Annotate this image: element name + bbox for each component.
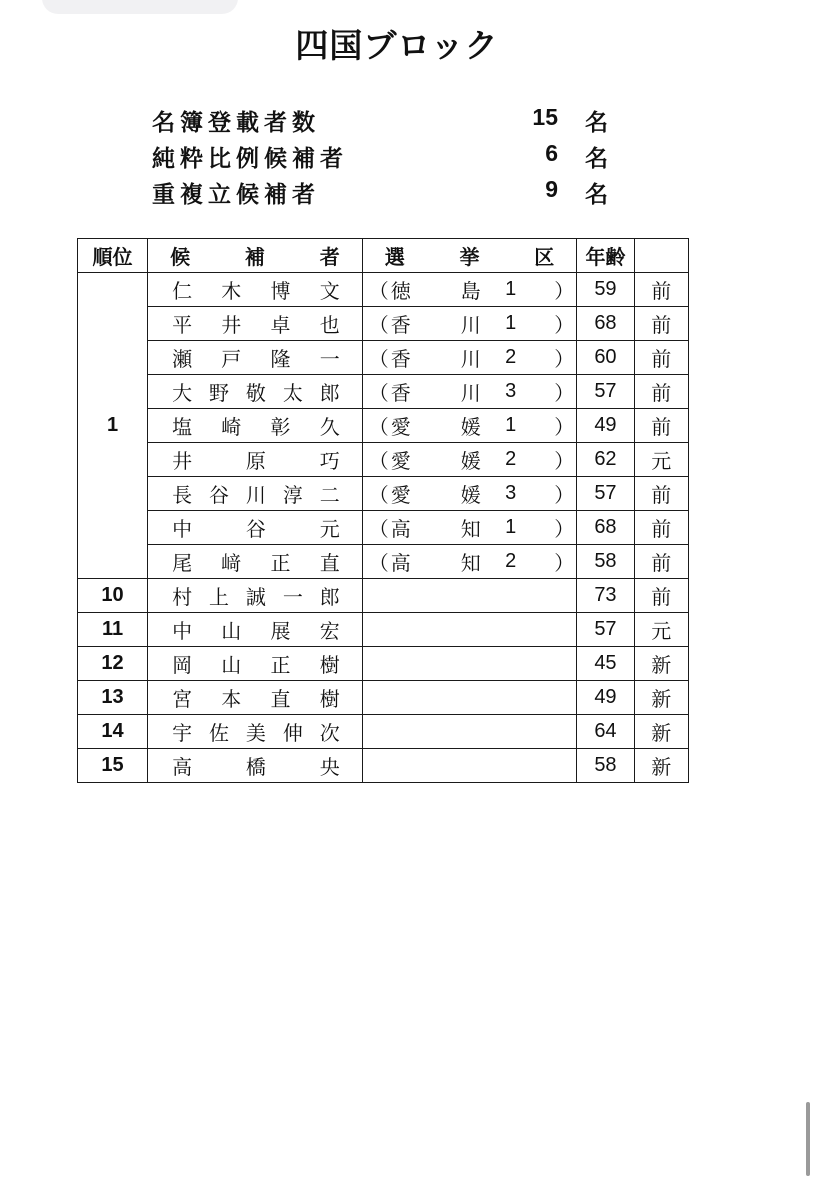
candidate-name-char: 也 xyxy=(319,313,340,337)
district xyxy=(363,445,577,474)
summary-unit: 名 xyxy=(585,146,608,172)
candidate-name-char: 井 xyxy=(221,313,242,337)
district-prefecture-char: 香 xyxy=(390,347,411,371)
status-cell: 元 xyxy=(634,613,688,647)
district-number: 2 xyxy=(505,346,517,368)
candidate-name-char: 正 xyxy=(270,653,291,677)
candidate-name-char: 井 xyxy=(172,449,193,473)
district-prefecture xyxy=(385,513,481,542)
status-cell: 新 xyxy=(634,749,688,783)
candidate-name-char: 淳 xyxy=(282,483,303,507)
candidate-name-char: 直 xyxy=(270,687,291,711)
district-open-paren: （ xyxy=(368,279,389,303)
district-prefecture-char: 香 xyxy=(390,381,411,405)
district-close-paren: ） xyxy=(554,483,575,507)
summary-count: 6 xyxy=(545,140,558,166)
candidate-name xyxy=(148,309,362,338)
candidate-name-char: 彰 xyxy=(270,415,291,439)
district-cell xyxy=(362,545,577,579)
table-row xyxy=(78,749,689,783)
table-row xyxy=(78,545,689,579)
status-cell: 前 xyxy=(634,545,688,579)
candidate-name-char: 卓 xyxy=(270,313,291,337)
candidate-name-cell xyxy=(148,307,363,341)
candidate-name-char: 﨑 xyxy=(221,551,242,575)
header-age: 年齢 xyxy=(577,239,634,273)
district-cell xyxy=(362,647,577,681)
district-open-paren: （ xyxy=(368,449,389,473)
district-close-paren: ） xyxy=(554,415,575,439)
candidate-name-cell xyxy=(148,443,363,477)
district-cell xyxy=(362,715,577,749)
candidate-name-char: 村 xyxy=(172,585,193,609)
candidate-name xyxy=(148,581,362,610)
summary-block xyxy=(152,104,622,212)
candidate-name-char: 誠 xyxy=(245,585,266,609)
candidate-name-char: 崎 xyxy=(221,415,242,439)
age-cell: 57 xyxy=(577,375,634,409)
district-cell xyxy=(362,375,577,409)
age-cell: 62 xyxy=(577,443,634,477)
age-cell: 49 xyxy=(577,409,634,443)
table-row xyxy=(78,307,689,341)
district-prefecture xyxy=(385,547,481,576)
district-prefecture xyxy=(385,479,481,508)
rank-cell: 14 xyxy=(78,715,148,749)
district-prefecture xyxy=(385,377,481,406)
district-open-paren: （ xyxy=(368,483,389,507)
header-candidate xyxy=(148,239,363,273)
district xyxy=(363,309,577,338)
candidate-name-char: 本 xyxy=(221,687,242,711)
table-row xyxy=(78,409,689,443)
candidate-name-char: 次 xyxy=(319,721,340,745)
district-prefecture-char: 高 xyxy=(390,551,411,575)
district-close-paren: ） xyxy=(554,381,575,405)
district-cell xyxy=(362,307,577,341)
candidate-name-char: 敬 xyxy=(245,381,266,405)
candidate-name xyxy=(148,343,362,372)
district-number: 3 xyxy=(505,482,517,504)
scrollbar-thumb[interactable] xyxy=(806,1102,810,1176)
candidate-name xyxy=(148,479,362,508)
district-open-paren: （ xyxy=(368,347,389,371)
table-row xyxy=(78,273,689,307)
candidate-name-char: 橋 xyxy=(245,755,266,779)
district-number: 2 xyxy=(505,448,517,470)
candidate-name-cell xyxy=(148,511,363,545)
table-row xyxy=(78,375,689,409)
table-row xyxy=(78,681,689,715)
rank-cell: 13 xyxy=(78,681,148,715)
district-prefecture-char: 媛 xyxy=(460,415,481,439)
district-close-paren: ） xyxy=(554,347,575,371)
district-open-paren: （ xyxy=(368,415,389,439)
candidate-table xyxy=(77,238,689,783)
candidate-name-cell xyxy=(148,545,363,579)
summary-label: 名簿登載者数 xyxy=(152,110,320,136)
table-row xyxy=(78,443,689,477)
candidate-name-char: 巧 xyxy=(319,449,340,473)
candidate-name xyxy=(148,445,362,474)
district xyxy=(363,377,577,406)
candidate-name-char: 岡 xyxy=(172,653,193,677)
status-cell: 前 xyxy=(634,273,688,307)
district-cell xyxy=(362,273,577,307)
candidate-name-cell xyxy=(148,409,363,443)
candidate-name-char: 央 xyxy=(319,755,340,779)
candidate-name-cell xyxy=(148,681,363,715)
candidate-name-char: 樹 xyxy=(319,653,340,677)
district-number: 1 xyxy=(505,312,517,334)
candidate-name-char: 高 xyxy=(172,755,193,779)
table-row xyxy=(78,647,689,681)
district-open-paren: （ xyxy=(368,313,389,337)
header-candidate-char: 候 xyxy=(170,245,191,269)
age-cell: 60 xyxy=(577,341,634,375)
candidate-name-cell xyxy=(148,273,363,307)
district-prefecture-char: 知 xyxy=(460,517,481,541)
district-open-paren: （ xyxy=(368,551,389,575)
district xyxy=(363,411,577,440)
candidate-name xyxy=(148,411,362,440)
candidate-name-char: 隆 xyxy=(270,347,291,371)
district-prefecture xyxy=(385,411,481,440)
candidate-name-char: 久 xyxy=(319,415,340,439)
candidate-name-cell xyxy=(148,477,363,511)
age-cell: 57 xyxy=(577,613,634,647)
table-row xyxy=(78,511,689,545)
candidate-name-char: 長 xyxy=(172,483,193,507)
district xyxy=(363,547,577,576)
age-cell: 49 xyxy=(577,681,634,715)
header-district xyxy=(362,239,577,273)
candidate-name-char: 直 xyxy=(319,551,340,575)
district-close-paren: ） xyxy=(554,551,575,575)
age-cell: 68 xyxy=(577,511,634,545)
candidate-name-char: 宏 xyxy=(319,619,340,643)
district-prefecture xyxy=(385,275,481,304)
candidate-name-cell xyxy=(148,375,363,409)
status-cell: 前 xyxy=(634,409,688,443)
candidate-name-cell xyxy=(148,613,363,647)
header-district-char: 選 xyxy=(384,245,405,269)
table-row xyxy=(78,341,689,375)
candidate-name-char: 郎 xyxy=(319,381,340,405)
candidate-name xyxy=(148,547,362,576)
summary-row-listed xyxy=(152,104,622,140)
district xyxy=(363,513,577,542)
candidate-name-char: 正 xyxy=(270,551,291,575)
table-row xyxy=(78,477,689,511)
candidate-name-char: 元 xyxy=(319,517,340,541)
district-cell xyxy=(362,477,577,511)
district-prefecture-char: 川 xyxy=(460,313,481,337)
page-title: 四国ブロック xyxy=(295,26,499,65)
district-prefecture-char: 川 xyxy=(460,381,481,405)
header-district-char: 区 xyxy=(534,245,555,269)
table-header-row xyxy=(78,239,689,273)
candidate-name-cell xyxy=(148,579,363,613)
candidate-name-char: 郎 xyxy=(319,585,340,609)
rank-cell: 12 xyxy=(78,647,148,681)
district-prefecture xyxy=(385,309,481,338)
candidate-name-char: 原 xyxy=(245,449,266,473)
header-candidate-char: 補 xyxy=(244,245,265,269)
district-prefecture-char: 高 xyxy=(390,517,411,541)
candidate-name xyxy=(148,275,362,304)
district-prefecture-char: 知 xyxy=(460,551,481,575)
district-prefecture xyxy=(385,343,481,372)
age-cell: 57 xyxy=(577,477,634,511)
district-cell xyxy=(362,579,577,613)
table-row xyxy=(78,715,689,749)
candidate-name-char: 美 xyxy=(245,721,266,745)
status-cell: 前 xyxy=(634,307,688,341)
district-close-paren: ） xyxy=(554,449,575,473)
candidate-name-char: 展 xyxy=(270,619,291,643)
candidate-name-char: 佐 xyxy=(209,721,229,745)
district xyxy=(363,479,577,508)
age-cell: 45 xyxy=(577,647,634,681)
candidate-name-char: 一 xyxy=(282,585,303,609)
candidate-name-char: 川 xyxy=(245,483,266,507)
candidate-name-char: 平 xyxy=(172,313,193,337)
candidate-name-char: 太 xyxy=(282,381,303,405)
age-cell: 58 xyxy=(577,749,634,783)
candidate-name-char: 中 xyxy=(172,517,193,541)
table-body xyxy=(78,273,689,783)
status-cell: 前 xyxy=(634,579,688,613)
district-cell xyxy=(362,511,577,545)
summary-label: 純粋比例候補者 xyxy=(152,146,348,172)
age-cell: 73 xyxy=(577,579,634,613)
district-prefecture-char: 媛 xyxy=(460,483,481,507)
status-cell: 前 xyxy=(634,477,688,511)
header-rank: 順位 xyxy=(78,239,148,273)
age-cell: 58 xyxy=(577,545,634,579)
summary-unit: 名 xyxy=(585,110,608,136)
district-open-paren: （ xyxy=(368,381,389,405)
district-cell xyxy=(362,409,577,443)
district-prefecture-char: 愛 xyxy=(390,415,411,439)
status-cell: 前 xyxy=(634,375,688,409)
candidate-name-cell xyxy=(148,715,363,749)
candidate-name-cell xyxy=(148,341,363,375)
district-number: 1 xyxy=(505,278,517,300)
candidate-name xyxy=(148,377,362,406)
summary-row-pure-pr xyxy=(152,140,622,176)
district-prefecture xyxy=(385,445,481,474)
district-cell xyxy=(362,443,577,477)
candidate-name-char: 一 xyxy=(319,347,340,371)
summary-count: 15 xyxy=(532,104,558,130)
candidate-name xyxy=(148,513,362,542)
district-number: 2 xyxy=(505,550,517,572)
candidate-name-char: 上 xyxy=(209,585,229,609)
candidate-name-char: 谷 xyxy=(209,483,229,507)
candidate-name-char: 塩 xyxy=(172,415,193,439)
age-cell: 68 xyxy=(577,307,634,341)
status-cell: 前 xyxy=(634,341,688,375)
district xyxy=(363,275,577,304)
district-prefecture-char: 愛 xyxy=(390,483,411,507)
header-district-text xyxy=(363,241,577,270)
status-cell: 新 xyxy=(634,647,688,681)
candidate-name-cell xyxy=(148,647,363,681)
summary-label: 重複立候補者 xyxy=(152,182,320,208)
district-number: 3 xyxy=(505,380,517,402)
summary-row-dual xyxy=(152,176,622,212)
header-status xyxy=(634,239,688,273)
district-cell xyxy=(362,613,577,647)
candidate-name-char: 二 xyxy=(319,483,340,507)
district-close-paren: ） xyxy=(554,279,575,303)
candidate-name xyxy=(148,649,362,678)
candidate-name-cell xyxy=(148,749,363,783)
candidate-name-char: 宇 xyxy=(172,721,193,745)
table-row xyxy=(78,613,689,647)
rank-cell: 15 xyxy=(78,749,148,783)
candidate-name-char: 野 xyxy=(209,381,229,405)
candidate-name-char: 大 xyxy=(172,381,193,405)
candidate-name xyxy=(148,615,362,644)
candidate-name xyxy=(148,683,362,712)
status-cell: 新 xyxy=(634,715,688,749)
district-prefecture-char: 島 xyxy=(460,279,481,303)
district-number: 1 xyxy=(505,414,517,436)
candidate-name-char: 山 xyxy=(221,653,242,677)
district-cell xyxy=(362,681,577,715)
summary-count: 9 xyxy=(545,176,558,202)
age-cell: 59 xyxy=(577,273,634,307)
candidate-name-char: 文 xyxy=(319,279,340,303)
candidate-name-char: 谷 xyxy=(245,517,266,541)
candidate-name-char: 樹 xyxy=(319,687,340,711)
header-candidate-char: 者 xyxy=(319,245,340,269)
district-prefecture-char: 川 xyxy=(460,347,481,371)
top-search-pill[interactable] xyxy=(42,0,238,14)
candidate-name-char: 瀬 xyxy=(172,347,193,371)
status-cell: 元 xyxy=(634,443,688,477)
rank-cell: 11 xyxy=(78,613,148,647)
candidate-name-char: 戸 xyxy=(221,347,242,371)
table-row xyxy=(78,579,689,613)
header-candidate-text xyxy=(148,241,362,270)
status-cell: 新 xyxy=(634,681,688,715)
header-district-char: 挙 xyxy=(459,245,480,269)
candidate-name-char: 尾 xyxy=(172,551,193,575)
district-open-paren: （ xyxy=(368,517,389,541)
district-prefecture-char: 香 xyxy=(390,313,411,337)
candidate-name-char: 山 xyxy=(221,619,242,643)
district xyxy=(363,343,577,372)
summary-unit: 名 xyxy=(585,182,608,208)
candidate-name-char: 木 xyxy=(221,279,242,303)
district-prefecture-char: 徳 xyxy=(390,279,411,303)
candidate-name-char: 中 xyxy=(172,619,193,643)
candidate-name-char: 仁 xyxy=(172,279,193,303)
candidate-name xyxy=(148,717,362,746)
candidate-name xyxy=(148,751,362,780)
district-prefecture-char: 愛 xyxy=(390,449,411,473)
district-prefecture-char: 媛 xyxy=(460,449,481,473)
candidate-name-char: 伸 xyxy=(282,721,303,745)
candidate-name-char: 宮 xyxy=(172,687,193,711)
district-close-paren: ） xyxy=(554,517,575,541)
age-cell: 64 xyxy=(577,715,634,749)
district-number: 1 xyxy=(505,516,517,538)
rank-cell: 1 xyxy=(78,273,148,579)
district-close-paren: ） xyxy=(554,313,575,337)
status-cell: 前 xyxy=(634,511,688,545)
district-cell xyxy=(362,749,577,783)
candidate-name-char: 博 xyxy=(270,279,291,303)
rank-cell: 10 xyxy=(78,579,148,613)
district-cell xyxy=(362,341,577,375)
